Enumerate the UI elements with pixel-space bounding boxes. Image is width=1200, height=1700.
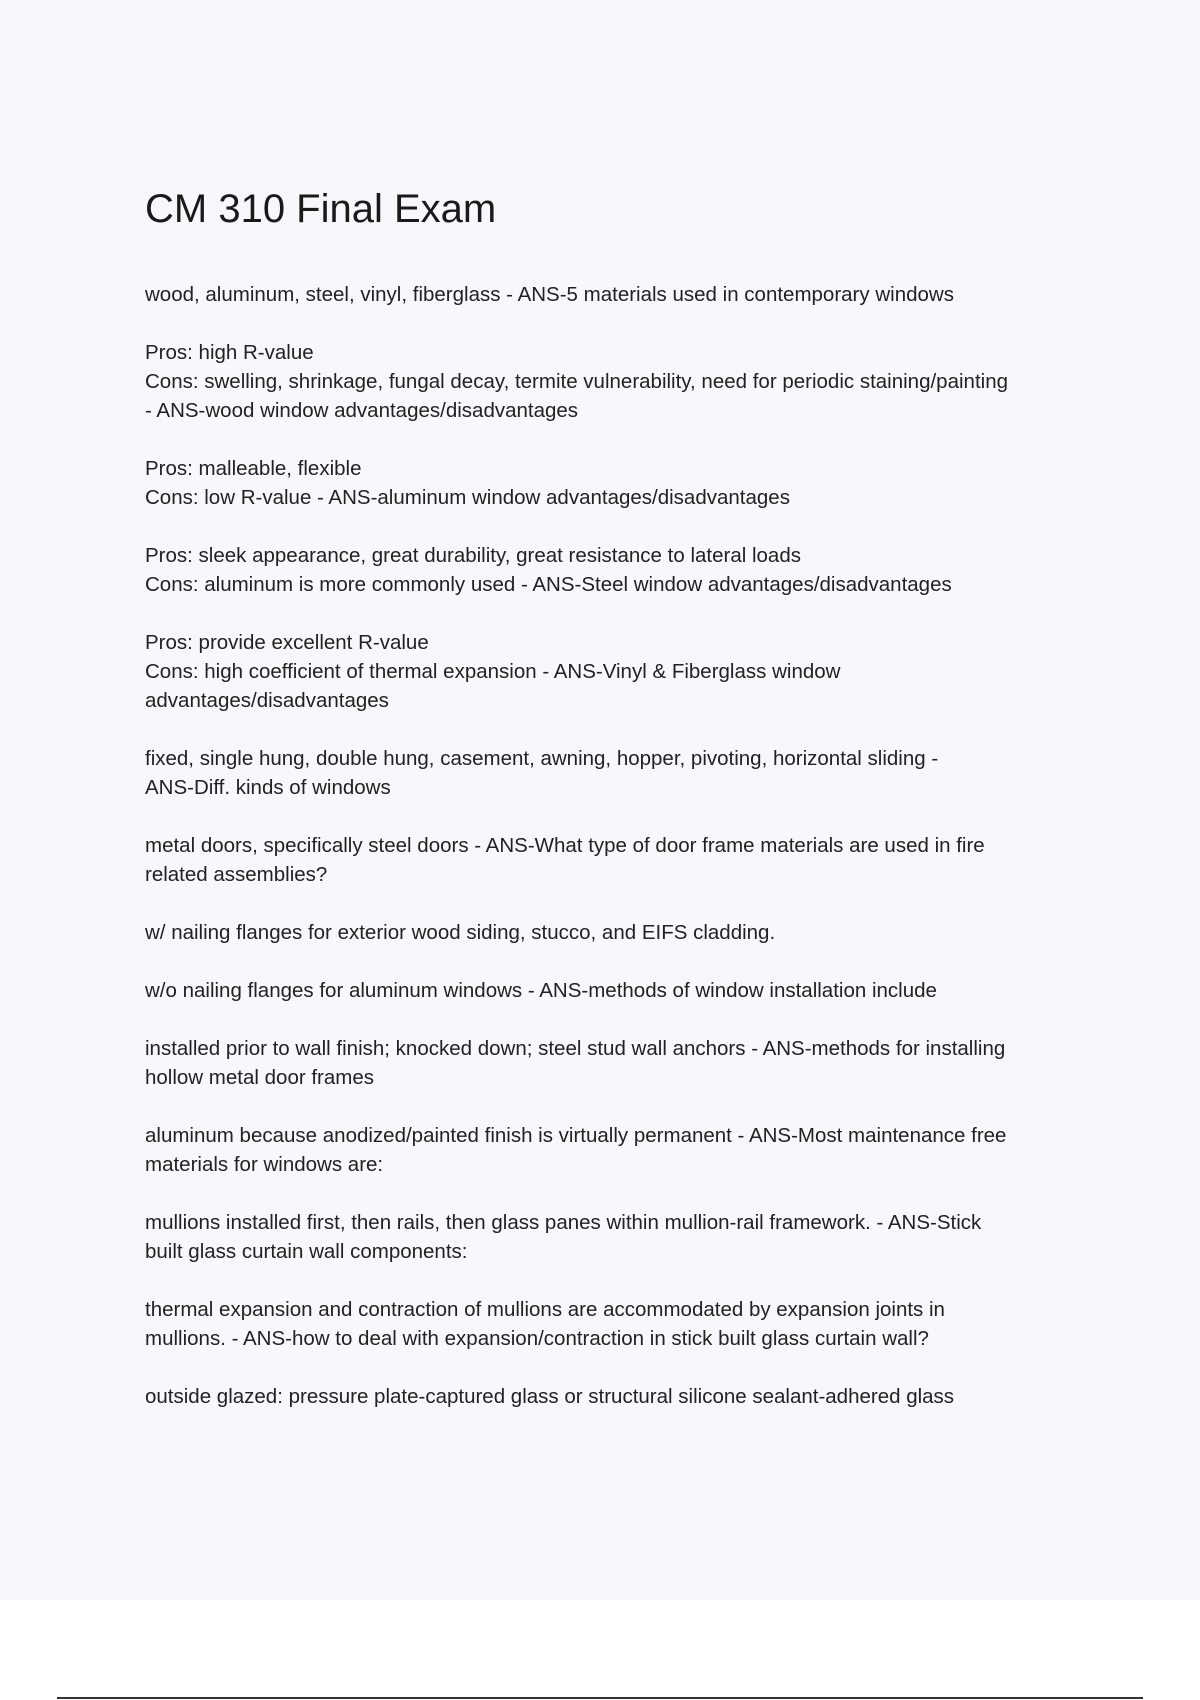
qa-entry-line: Pros: high R-value — [145, 341, 314, 364]
qa-entry-line: thermal expansion and contraction of mullions are accommodated by expansion joints in — [145, 1298, 945, 1321]
qa-entry — [145, 1295, 1095, 1353]
qa-entry-line: fixed, single hung, double hung, casement, awning, hopper, pivoting, horizontal sliding - — [145, 747, 939, 770]
document-title: CM 310 Final Exam — [145, 187, 497, 231]
qa-entry-line: outside glazed: pressure plate-captured glass or structural silicone sealant-adhered glass — [145, 1385, 955, 1408]
qa-entry — [145, 454, 1095, 512]
qa-entry — [145, 1121, 1095, 1179]
qa-entry — [145, 280, 1095, 309]
qa-entry — [145, 541, 1095, 599]
qa-entry-line: w/ nailing flanges for exterior wood siding, stucco, and EIFS cladding. — [145, 921, 776, 944]
qa-entry-line: Cons: aluminum is more commonly used - ANS-Steel window advantages/disadvantages — [145, 573, 952, 596]
qa-entry-line: Pros: malleable, flexible — [145, 457, 362, 480]
qa-entry-line: built glass curtain wall components: — [145, 1240, 468, 1263]
qa-entry-line: mullions installed first, then rails, then glass panes within mullion-rail framework. - ANS-Stick — [145, 1211, 982, 1234]
qa-entry — [145, 744, 1095, 802]
qa-entry — [145, 338, 1095, 425]
qa-entry-line: - ANS-wood window advantages/disadvantages — [145, 399, 579, 422]
qa-entry-line: Pros: provide excellent R-value — [145, 631, 429, 654]
footer-divider — [57, 1697, 1143, 1699]
qa-entry — [145, 628, 1095, 715]
qa-entry — [145, 918, 1095, 947]
qa-entry-line: materials for windows are: — [145, 1153, 384, 1176]
qa-entry-line: Cons: low R-value - ANS-aluminum window advantages/disadvantages — [145, 486, 790, 509]
qa-entry-line: Cons: swelling, shrinkage, fungal decay, termite vulnerability, need for periodic staining/painting — [145, 370, 1008, 393]
qa-entry-line: advantages/disadvantages — [145, 689, 389, 712]
qa-entry-line: ANS-Diff. kinds of windows — [145, 776, 391, 799]
qa-entry-line: mullions. - ANS-how to deal with expansion/contraction in stick built glass curtain wall? — [145, 1327, 929, 1350]
qa-entry-line: related assemblies? — [145, 863, 328, 886]
qa-entry — [145, 976, 1095, 1005]
qa-entry-line: w/o nailing flanges for aluminum windows - ANS-methods of window installation include — [145, 979, 937, 1002]
qa-entry — [145, 831, 1095, 889]
qa-entry-line: Pros: sleek appearance, great durability, great resistance to lateral loads — [145, 544, 801, 567]
qa-entry-line: wood, aluminum, steel, vinyl, fiberglass - ANS-5 materials used in contemporary windows — [145, 283, 954, 306]
qa-entry-line: aluminum because anodized/painted finish is virtually permanent - ANS-Most maintenance free — [145, 1124, 1007, 1147]
qa-entry-line: Cons: high coefficient of thermal expansion - ANS-Vinyl & Fiberglass window — [145, 660, 841, 683]
qa-entries-list — [145, 280, 1095, 1411]
qa-entry-line: hollow metal door frames — [145, 1066, 375, 1089]
qa-entry-line: metal doors, specifically steel doors - ANS-What type of door frame materials are used in fire — [145, 834, 985, 857]
qa-entry — [145, 1208, 1095, 1266]
document-content — [145, 182, 1095, 1440]
qa-entry-line: installed prior to wall finish; knocked down; steel stud wall anchors - ANS-methods for installing — [145, 1037, 1006, 1060]
qa-entry — [145, 1034, 1095, 1092]
qa-entry — [145, 1382, 1095, 1411]
